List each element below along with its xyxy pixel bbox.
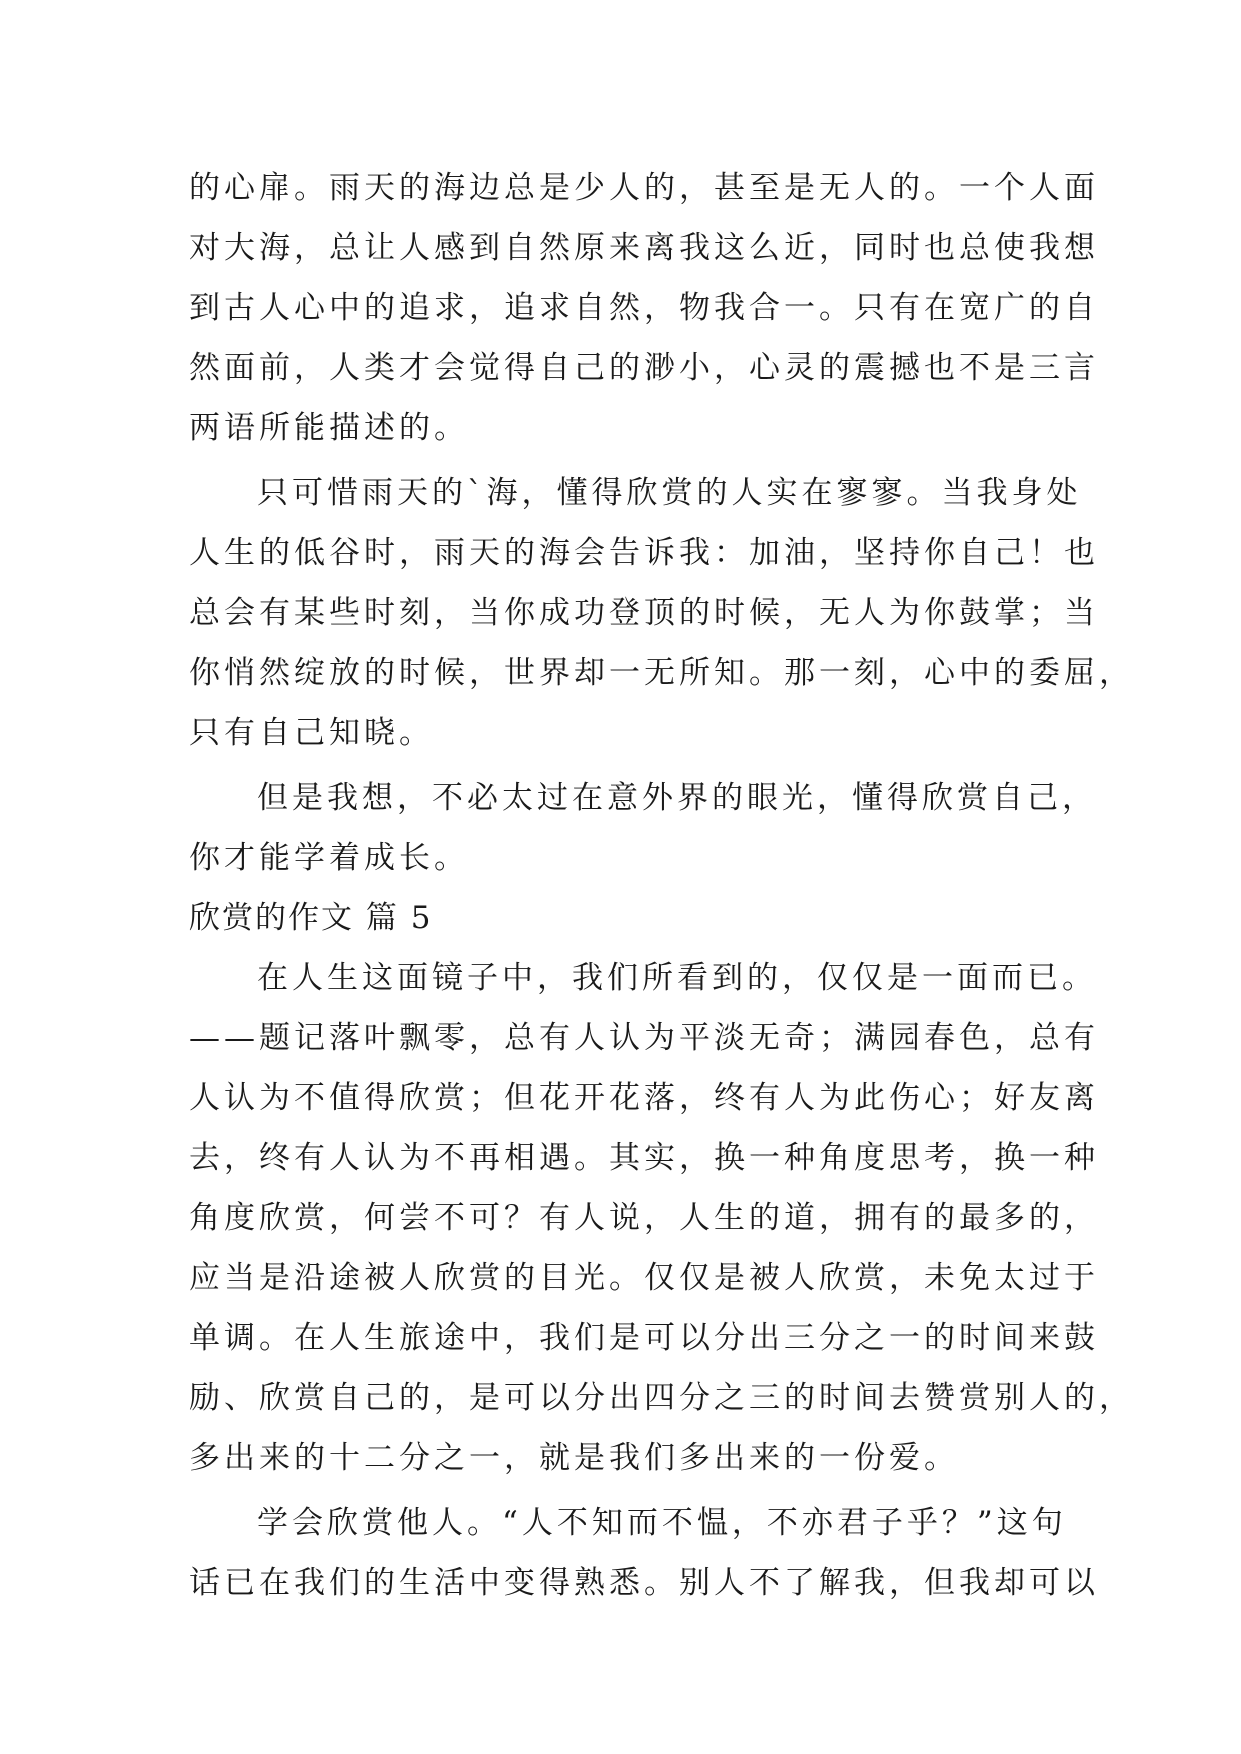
text-line: 你才能学着成长。 xyxy=(189,840,469,876)
text-line: 应当是沿途被人欣赏的目光。仅仅是被人欣赏，未免太过于 xyxy=(189,1260,1099,1296)
text-line: 角度欣赏，何尝不可？有人说，人生的道，拥有的最多的， xyxy=(189,1200,1099,1236)
text-line: 然面前，人类才会觉得自己的渺小，心灵的震撼也不是三言 xyxy=(189,350,1099,386)
paragraph xyxy=(189,768,1097,888)
text-line: 在人生这面镜子中，我们所看到的，仅仅是一面而已。 xyxy=(257,960,1097,996)
text-line: 人生的低谷时，雨天的海会告诉我：加油，坚持你自己！也 xyxy=(189,535,1099,571)
section-heading xyxy=(189,888,1059,948)
paragraph xyxy=(189,1493,1099,1613)
text-line: 两语所能描述的。 xyxy=(189,410,469,446)
text-line: 的心扉。雨天的海边总是少人的，甚至是无人的。一个人面 xyxy=(189,170,1099,206)
text-line: 但是我想，不必太过在意外界的眼光，懂得欣赏自己， xyxy=(257,780,1097,816)
text-line: 只有自己知晓。 xyxy=(189,715,434,751)
heading-text: 欣赏的作文 篇 5 xyxy=(189,900,433,936)
text-line: 总会有某些时刻，当你成功登顶的时候，无人为你鼓掌；当 xyxy=(189,595,1099,631)
text-line: 去，终有人认为不再相遇。其实，换一种角度思考，换一种 xyxy=(189,1140,1099,1176)
text-line: 学会欣赏他人。“人不知而不愠，不亦君子乎？”这句 xyxy=(257,1505,1067,1541)
paragraph xyxy=(189,463,1134,763)
text-line: 对大海，总让人感到自然原来离我这么近，同时也总使我想 xyxy=(189,230,1099,266)
text-line: 只可惜雨天的`海，懂得欣赏的人实在寥寥。当我身处 xyxy=(257,475,1082,511)
text-line: 多出来的十二分之一，就是我们多出来的一份爱。 xyxy=(189,1440,959,1476)
text-line: 人认为不值得欣赏；但花开花落，终有人为此伤心；好友离 xyxy=(189,1080,1099,1116)
text-line: 单调。在人生旅途中，我们是可以分出三分之一的时间来鼓 xyxy=(189,1320,1099,1356)
text-line: 你悄然绽放的时候，世界却一无所知。那一刻，心中的委屈， xyxy=(189,655,1134,691)
text-line: ——题记落叶飘零，总有人认为平淡无奇；满园春色，总有 xyxy=(189,1020,1099,1056)
paragraph xyxy=(189,948,1134,1488)
document-body xyxy=(189,158,1134,1613)
text-line: 励、欣赏自己的，是可以分出四分之三的时间去赞赏别人的， xyxy=(189,1380,1134,1416)
text-line: 到古人心中的追求，追求自然，物我合一。只有在宽广的自 xyxy=(189,290,1099,326)
paragraph xyxy=(189,158,1099,458)
text-line: 话已在我们的生活中变得熟悉。别人不了解我，但我却可以 xyxy=(189,1565,1099,1601)
